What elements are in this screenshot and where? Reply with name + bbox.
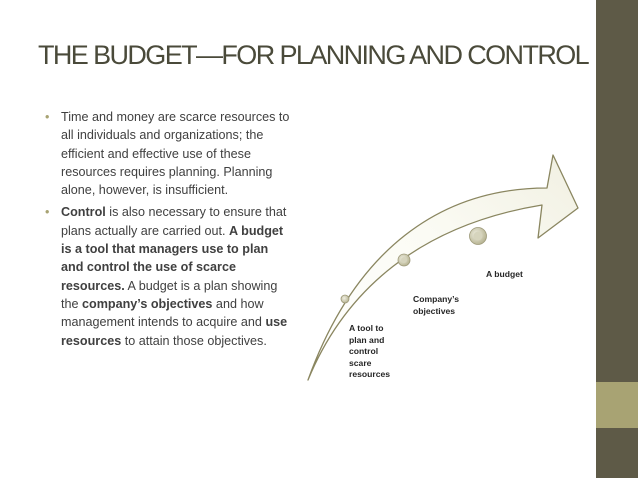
bullet-bold-control: Control: [61, 205, 106, 220]
bullet-text: Time and money are scarce resources to all individuals and organizations; the efficient and effective use of these resources requires planning. Planning alone, however, is insufficient.: [61, 110, 290, 198]
slide-title: THE BUDGET—FOR PLANNING AND CONTROL: [38, 40, 589, 70]
bullet-dot-icon: •: [45, 110, 50, 124]
bullet-dot-icon: •: [45, 205, 50, 220]
bullet-bold-objectives: company’s objectives: [82, 296, 213, 311]
bullet-text: to attain those objectives.: [121, 333, 267, 348]
label-objectives: Company’s objectives: [413, 294, 460, 316]
milestone-circle-icon: [401, 257, 407, 263]
bullet-bold-definition: A budget is a tool that managers use to plan and control the use of scarce resources.: [61, 223, 284, 293]
label-budget: A budget: [486, 269, 523, 279]
bullet-bold-resources: use resources: [61, 315, 288, 348]
label-tool: A tool to plan and control scare resources: [349, 323, 391, 379]
bullet-text: is also necessary to ensure that plans actually are carried out.: [61, 205, 287, 238]
milestone-circle-icon: [474, 232, 483, 241]
bullet-text: A budget is a plan showing the: [61, 278, 278, 311]
milestone-circle-icon: [341, 295, 349, 303]
bullet-text: and how management intends to acquire and: [61, 296, 266, 330]
